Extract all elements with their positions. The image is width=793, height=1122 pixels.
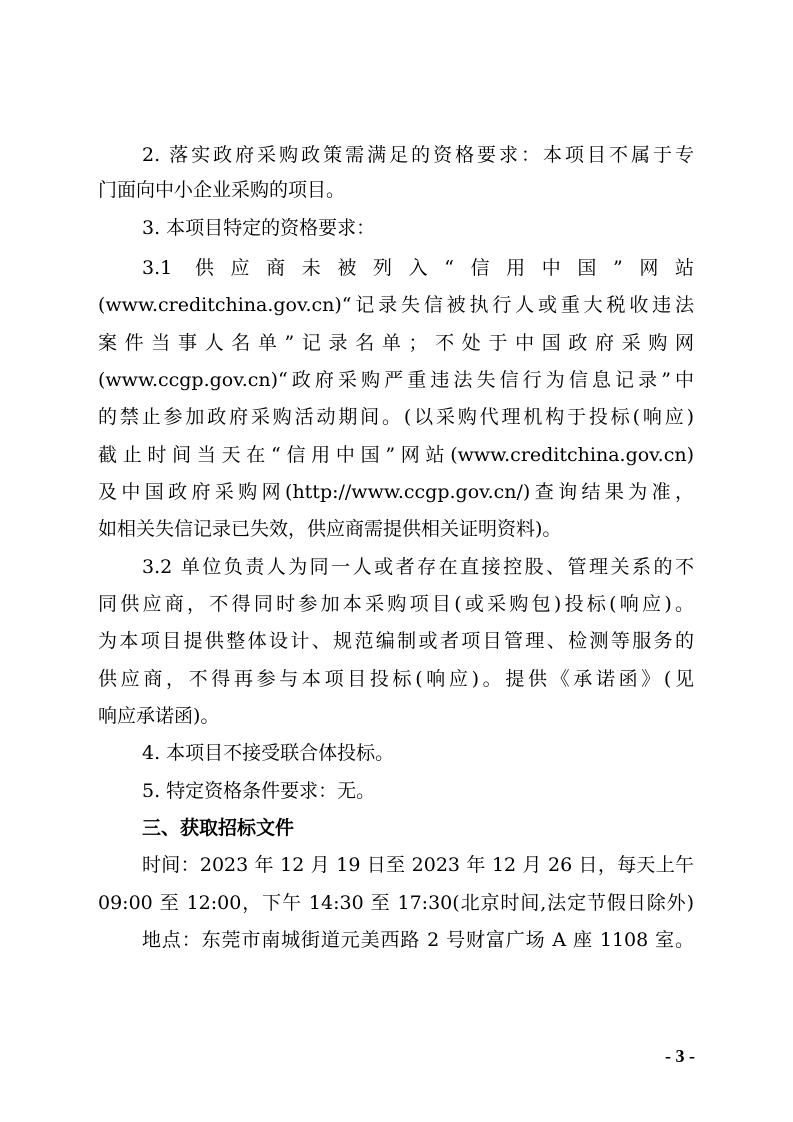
paragraph-line: (www.creditchina.gov.cn)“记录失信被执行人或重大税收违法 xyxy=(98,294,694,316)
paragraph-line: 2. 落实政府采购政策需满足的资格要求：本项目不属于专 xyxy=(142,144,694,166)
paragraph-line: 地点：东莞市南城街道元美西路 2 号财富广场 A 座 1108 室。 xyxy=(142,929,694,951)
paragraph-line: 的禁止参加政府采购活动期间。(以采购代理机构于投标(响应) xyxy=(98,406,694,428)
paragraph-line: 3.2 单位负责人为同一人或者存在直接控股、管理关系的不 xyxy=(142,556,694,578)
paragraph-line: 3.1 供应商未被列入“信用中国”网站 xyxy=(142,257,694,279)
paragraph-line: 供应商，不得再参与本项目投标(响应)。提供《承诺函》(见 xyxy=(98,668,694,690)
paragraph-line: 门面向中小企业采购的项目。 xyxy=(98,179,346,201)
section-heading: 三、获取招标文件 xyxy=(142,817,295,839)
paragraph-line: 如相关失信记录已失效，供应商需提供相关证明资料)。 xyxy=(98,518,562,540)
paragraph-line: 截止时间当天在“信用中国”网站(www.creditchina.gov.cn) xyxy=(98,444,694,466)
paragraph-line: (www.ccgp.gov.cn)“政府采购严重违法失信行为信息记录”中 xyxy=(98,369,694,391)
paragraph-line: 响应承诺函)。 xyxy=(98,705,220,727)
paragraph-line: 为本项目提供整体设计、规范编制或者项目管理、检测等服务的 xyxy=(98,630,694,652)
paragraph-line: 时间：2023 年 12 月 19 日至 2023 年 12 月 26 日，每天上午 xyxy=(142,854,694,876)
paragraph-line: 5. 特定资格条件要求：无。 xyxy=(142,780,376,802)
page-number: - 3 - xyxy=(665,1046,695,1066)
paragraph-line: 案件当事人名单”记录名单；不处于中国政府采购网 xyxy=(98,332,694,354)
paragraph-line: 3. 本项目特定的资格要求： xyxy=(142,217,376,239)
paragraph-line: 09:00 至 12:00，下午 14:30 至 17:30(北京时间,法定节假日除外) xyxy=(98,892,694,914)
paragraph-line: 4. 本项目不接受联合体投标。 xyxy=(142,742,395,764)
paragraph-line: 同供应商，不得同时参加本采购项目(或采购包)投标(响应)。 xyxy=(98,593,694,615)
paragraph-line: 及中国政府采购网(http://www.ccgp.gov.cn/)查询结果为准， xyxy=(98,481,694,503)
